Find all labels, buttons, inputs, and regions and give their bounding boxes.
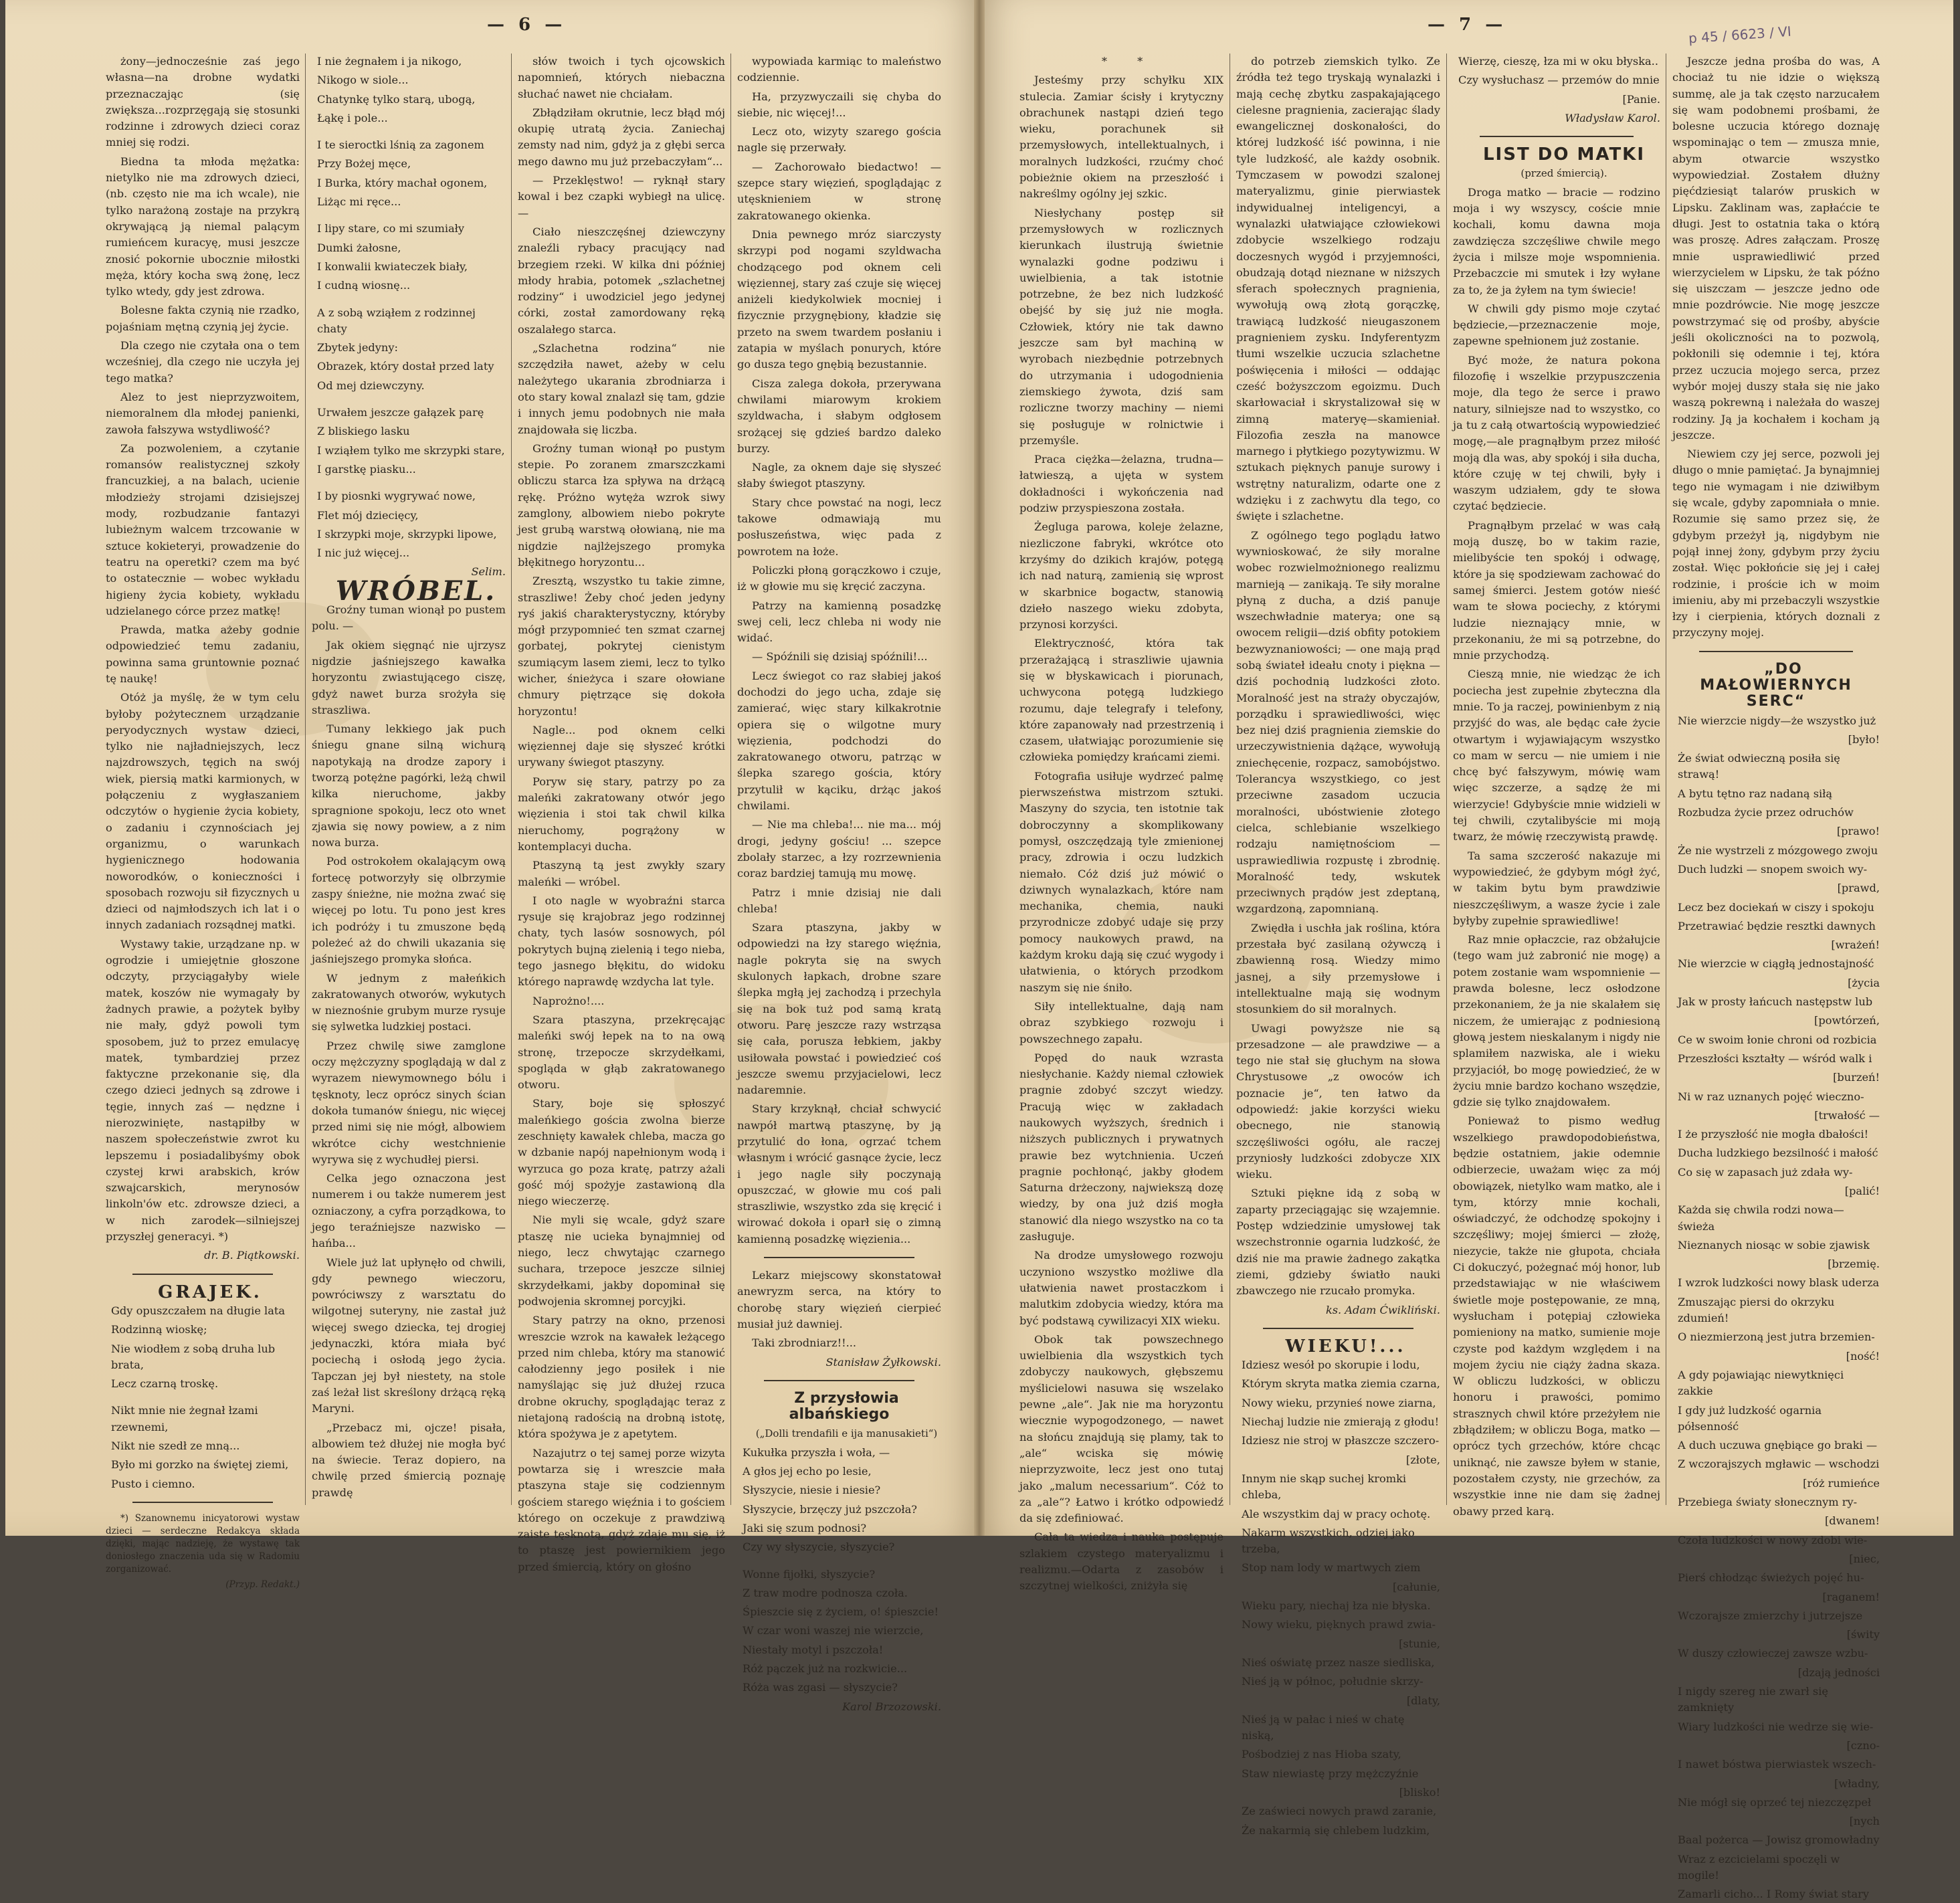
poem-line: [świty (1846, 1628, 1880, 1641)
poem-line: Nikt mnie nie żegnał łzami rzewnemi, (111, 1404, 258, 1433)
poem-line (312, 297, 506, 302)
paragraph: żony—jednocześnie zaś jego własna—na drobne wydatki przeznaczając (się zwiększa...rozprzęgają się stosunki rodzinne i zdrowych dzieci coraz mniej się rodzi. (106, 55, 300, 149)
poem-line: Którym skryta matka ziemia czarna, (1242, 1377, 1440, 1391)
section-divider (764, 1380, 914, 1381)
paragraph: Stary patrzy na okno, przenosi wreszcie wzrok na kawałek leżącego przed nim chleba, który ma stanowić całodzienny jego posiłek i nie namyślając się już dłużej rzuca drobne okruchy, spoglądając teraz z nietajoną radością na drobną istotę, która spożywa je z apetytem. (518, 1314, 725, 1441)
poem-line: Co się w zapasach już zdała wy- (1678, 1165, 1853, 1179)
paragraph: „Szlachetna rodzina“ nie szczędziła nawet, ażeby w celu należytego ukarania zbrodniarza i oto stary kowal znalazł się tam, gdzie i innych jemu podobnych nie mała znajdowała się liczba. (518, 342, 725, 436)
poem-line: [było! (1848, 732, 1880, 746)
poem-line: [ność! (1846, 1349, 1880, 1363)
poem-line: Że nakarmią się chlebem ludzkim, (1242, 1823, 1430, 1837)
paragraph: Stary chce powstać na nogi, lecz takowe odmawiają mu posłuszeństwa, więc pada z powrotem na łoże. (737, 496, 941, 558)
right-column-2 (1236, 54, 1440, 1837)
poem-line: Róż pączek już na rozkwicie... (743, 1662, 908, 1676)
poem-line: I konwalii kwiateczek biały, (317, 260, 468, 273)
paragraph: Bolesne fakta czynią nie rzadko, pojaśniam mętną czynią jej życie. (106, 304, 300, 333)
paragraph: Tumany lekkiego jak puch śniegu gnane silną wichurą napotykają na drodze zapory i tworzą potężne pagórki, leżą chwil kilka nieruchome, jakby spragnione spokoju, lecz oto wnet zjawia się nowy powiew, a z nim nowa burza. (312, 722, 506, 849)
poem-line: Z traw modre podnosza czoła. (743, 1586, 908, 1599)
paragraph: Ta sama szczerość nakazuje mi wypowiedzieć, że gdybym mógł żyć, w takim bytu bym prawdziwie nieszczęśliwym, a wasze życie i zale byłyby zupełnie sprawiedliwe! (1453, 849, 1660, 927)
poem-line: Innym nie skąp suchej kromki chleba, (1242, 1472, 1407, 1502)
poem-line: I Burka, który machał ogonem, (317, 176, 488, 189)
poem-line: O niezmierzoną jest jutra brzemien- (1678, 1330, 1875, 1344)
paragraph: — Spóźnili się dzisiaj spóźnili!... (752, 650, 928, 664)
poem-line: Ze zaświeci nowych prawd zaranie, (1242, 1805, 1437, 1818)
poem-line: Nikt nie szedł ze mną... (111, 1439, 240, 1453)
poem-line: [róż rumieńce (1803, 1476, 1880, 1490)
article-title-wieku: WIEKU!... (1285, 1336, 1406, 1357)
newspaper-spread (5, 0, 1953, 1901)
poem-line: I by piosnki wygrywać nowe, (317, 490, 476, 503)
poem-line: [czno- (1846, 1738, 1880, 1752)
paragraph: Zwiędła i uschła jak roślina, która przestała być zasilaną ożywczą i zbawienną rosą. Wiedzy mimo jasnej, a siły przemysłowe i intellektualne mają się wodnym stosunkiem do sił moralnych. (1236, 921, 1440, 1016)
paragraph: Uwagi powyższe nie są przesadzone — ale prawdziwe — a tego nie stał się głuchym na słowa Chrystusowe „z owoców ich poznacie je“, ten łatwo da odpowiedź: jakie korzyści wieku obecnego, nie stanowią szczęśliwości ogółu, ale raczej przyniosły ludzkości zdobycze XIX wieku. (1236, 1021, 1440, 1181)
poem-line: Wraz z ezcicielami spoczęli w mogile! (1678, 1852, 1840, 1882)
paragraph: Groźny tuman wionął po pustem polu. — (312, 603, 506, 633)
paragraph: Poryw się stary, patrzy po za maleńki zakratowany otwór jego więzienia i stoi tak chwil kilka nieruchomy, pogrążony w kontemplacyi ducha. (518, 775, 725, 853)
paragraph: Na drodze umysłowego rozwoju uczyniono wszystko możliwe dla ułatwienia nawet prostaczkom i malutkim zdobycia wiedzy, która ma być podstawą cywilizacyi XIX wieku. (1019, 1249, 1223, 1327)
right-column-1 (1019, 54, 1223, 1593)
paragraph: wypowiada karmiąc to maleństwo codziennie. (737, 55, 941, 84)
left-column-3 (518, 54, 725, 1573)
right-column-4 (1672, 54, 1880, 1901)
poem-line: [raganem! (1822, 1590, 1880, 1603)
paragraph: Otóż ja myślę, że w tym celu byłoby pożytecznem urządzanie peryodycznych wystaw dzieci, tylko nie najładniejszych, lecz najzdrowszych, tęgich na swój wiek, piersią matki karmionych, w połączeniu z wygłaszaniem odczytów o hygienie życia kobiety, o zadaniu i czynnościach jej organizmu, o warunkach hygienicznego hodowania noworodków, o konieczności i sposobach rozwoju sił fizycznych u dzieci od najmłodszych ich lat i o innych zadaniach rozsądnej matki. (106, 691, 300, 932)
poem-line: W czar woni waszej nie wierzcie, (743, 1624, 924, 1637)
article-subtitle: (przed śmiercią). (1521, 167, 1607, 180)
paragraph: Prawda, matka ażeby godnie odpowiedzieć temu zadaniu, powinna sama gruntownie poznać tę naukę! (106, 623, 300, 685)
poem-line: Nie wiodłem z sobą druha lub brata, (111, 1342, 276, 1371)
poem-line: Zamarli cicho... I Romy świat stary (1678, 1888, 1870, 1901)
paragraph: Wiele już lat upłynęło od chwili, gdy pewnego wieczoru, powróciwszy z warsztatu do wilgotnej suteryny, nie zastał już więcej swego dziecka, tej drogiej jedynaczki, która miała być pociechą i osłodą jego życia. Tapczan jej był niestety, na stole zaś leżał list skreślony drżącą ręką Maryni. (312, 1256, 506, 1415)
poem-line (312, 129, 506, 134)
poem-line: [niec, (1849, 1552, 1880, 1565)
poem-line: Wierzę, cieszę, łza mi w oku błyska.. (1458, 55, 1658, 68)
poem-line: W duszy człowieczej zawsze wzbu- (1678, 1647, 1868, 1660)
poem-line: [dlaty, (1406, 1694, 1440, 1707)
section-divider (1480, 136, 1634, 137)
poem-line: Nakarm wszystkich, odziej jako trzeba, (1242, 1526, 1415, 1556)
paragraph: Szara ptaszyna, jakby w odpowiedzi na łzy starego więźnia, nagle pokryta się na swych skulonych łapkach, drobne szare ślepka mgłą jej zachodzą i przechyla się na bok tuż pod samą kratą otworu. Parę jeszcze razy wstrząsa się cała, porusza łebkiem, jakby usiłowała powstać i powiedzieć coś jeszcze swemu przyjacielowi, lecz nadaremnie. (737, 921, 941, 1097)
paragraph: Niesłychany postęp sił przemysłowych w rozlicznych kierunkach ilustrują świetnie wynalazki godne podziwu i uwielbienia, a tak istotnie potrzebne, że bez nich ludzkość obejść by się już nie mogła. Człowiek, który nie tak dawno jeszcze sam był machiną w wyrobach niezbędnie potrzebnych do utrzymania i udogodnienia ziemskiego żywota, dziś sam rozliczne tworzy machiny — niemi się posługuje w rolnictwie i przemyśle. (1019, 206, 1223, 447)
paragraph: Fotografia usiłuje wydrzeć palmę pierwszeństwa mistrzom sztuki. Maszyny do szycia, ten istotnie tak dobroczynny a skomplikowany pomysł, oszczędzają tyle zmienionej pracy, zdrowia i oczu ludzkich niemało. Cóż dziś już mówić o dziwnych wynalazkach, które nam mechanika, chemia, nauki przyrodnicze zdobyć udaje się przy pomocy naukowych prawd, na każdym kroku dają się czuć wygody i ułatwienia, o których przodkom naszym się nie śniło. (1019, 769, 1223, 994)
paragraph: Być może, że natura pokona filozofię i wszelkie przypuszczenia moje, dla tego że serce i prawo natury, silniejsze nad to wszystko, co ja tu z całą otwartością wypowiedzieć mogę,—ale pragnąłbym przez miłość moją dla was, aby spokój i siła ducha, które czuję w tej chwili, były i waszym udziałem, gdy te słowa czytać będziecie. (1453, 353, 1660, 513)
poem-line: [władny, (1834, 1777, 1880, 1790)
column-rule (511, 54, 512, 1505)
paragraph: Żegluga parowa, koleje żelazne, niezliczone fabryki, wkrótce oto krzyśmy do dzikich krajów, potęgą ich nad naturą, zamienią się wprost w skarbnice bogactw, stanowią dzieło naszego wieku zdobyta, przynosi korzyści. (1019, 520, 1223, 631)
paragraph: Elektryczność, która tak przerażającą i straszliwie ujawnia się w błyskawicach i piorunach, uchwycona potęgą ludzkiego rozumu, daje telegrafy i telefony, które zapanowały nad przestrzenią i czasem, ułatwiając porozumienie się człowieka pomiędzy krańcami ziemi. (1019, 637, 1223, 764)
poem-line: Stop nam lody w martwych ziem (1242, 1561, 1421, 1575)
paragraph: Jeszcze jedna prośba do was, A chociaż tu nie idzie o większą summę, ale ja tak często narzucałem się wam podobnemi prośbami, że bolesne uczucia którego doznaję wspominając o tem — zmusza mnie, abym otwarcie wszystko wypowiedział. Zostałem dłużny pięćdziesiąt talarów pruskich w Lipsku. Zaklinam was, zapłaćcie te długi. Jest to ostatnia taka o którą was proszę. Adres załączam. Proszę mnie usprawiedliwić przed wierzycielem w Lipsku, że tak późno się uiszczam — jeszcze jedno ode mnie pozdrówcie. Nie mogę jeszcze powstrzymać się od prośby, abyście jeśli okoliczności na to pozwolą, pokłonili się odemnie i tej, która przez uczucia mojego serca, przez wybór mojej duszy stała się nie jako waszą pokrewną i należała do waszej rodziny. Ją ja kochałem i kocham ją jeszcze. (1672, 55, 1880, 441)
poem-line: [burzeń! (1833, 1071, 1880, 1084)
poem-signature: Karol Brzozowski. (842, 1700, 941, 1713)
paragraph: Z ogólnego tego poglądu łatwo wywnioskować, że siły moralne wobec rozwielmożnionego realizmu marnieją — zanikają. Te siły moralne płyną z ducha, a dziś panuje wszechwładnie materya; one są owocem religii—dziś obfity potokiem bezwyznaniowości; — one mają prąd sobą świateł ideału cnoty i piękna — dziś pochodnią ludzkości złoto. Moralność jest na straży obyczajów, porządku i sprawiedliwości, więc bez niej dziś pragnienia ziemskie do urzeczywistnienia dążące, wywołują zniechęcenie, rozpacz, samobójstwo. Tolerancya wszystkiego, co jest przeciwne zasadom uczucia moralności, ubóstwienie złotego cielca, schlebianie wszelkiego rodzaju namiętnościom — usprawiedliwia rozpustę i zbrodnię. Moralność tedy, wskutek przeciwnych prądów jest zdeptaną, wzgardzoną, zapomnianą. (1236, 528, 1440, 916)
paragraph: Pod ostrokołem okalającym ową fortecę potworzyły się olbrzymie zaspy śnieżne, nie można zwać się więcej po lotu. Tu pono jest kres ich podróży i tu zmuszone będą poleżeć aż do chwili ukazania się jaśniejszego promyka słońca. (312, 855, 506, 966)
poem-line: I garstkę piasku... (317, 462, 416, 476)
poem-line: Przebiega światy słonecznym ry- (1678, 1496, 1858, 1509)
poem-line: Obrazek, który dostał przed laty (317, 360, 494, 373)
poem-line: Pusto i ciemno. (111, 1477, 195, 1490)
footnote-signature: (Przyp. Redakt.) (225, 1579, 300, 1590)
paragraph: W chwili gdy pismo moje czytać będziecie,—przeznaczenie moje, zapewne spełnionem już zostanie. (1453, 302, 1660, 348)
poem-line: Niestały motyl i pszczoła! (743, 1643, 884, 1656)
poem-line: Łąkę i pole... (317, 111, 388, 124)
poem-line: [stunie, (1399, 1637, 1440, 1650)
paragraph: Szara ptaszyna, przekręcając maleńki swój łepek na to na ową stronę, trzepocze skrzydełkami, spogląda w głąb zakratowanego otworu. (518, 1013, 725, 1092)
paragraph: Sztuki piękne idą z sobą w zaparty przeciągając się wzajemnie. Postęp wdziedzinie umysłowej tak wszechstronnie ogarnia ludzkość, że dziś nie ma prawie żadnego zakątka ziemi, gdzieby światło nauki zbawczego nie rzucało promyka. (1236, 1187, 1440, 1298)
poem-line: A bytu tętno raz nadaną siłą (1678, 787, 1833, 800)
paragraph: Stary krzyknął, chciał schwycić nawpół martwą ptaszynę, by ją przytulić do łona, ogrzać tchem własnym i wrócić gasnące życie, lecz i jego nagle siły poczynają opuszczać, w głowie mu coś pali straszliwie, wszystko zda się kręcić i wirować dokoła i oparł się o zimną kamienną posadzkę więzienia... (737, 1102, 941, 1245)
page-number-right: — 7 — (1428, 15, 1507, 35)
paragraph: Popęd do nauk wzrasta niesłychanie. Każdy niemal człowiek pragnie zdobyć szczyt wiedzy. Pracują więc w zakładach naukowych wyższych, średnich i niższych publicznych i prywatnych prawie bez wytchnienia. Uczeń pragnie pochłonąć, jakby głodem Saturna drżeczony, najwiekszą dozę wiedzy, by ona już dziś mogła stanowić dla niego wszystko na co ta zasługuje. (1019, 1051, 1223, 1243)
poem-line: I nawet bóstwa pierwiastek wszech- (1678, 1758, 1876, 1771)
poem-line: [nych (1849, 1815, 1880, 1828)
section-divider (1699, 651, 1853, 652)
left-column-1 (106, 54, 300, 1590)
poem-line: Z wczorajszych mgławic — wschodzi (1678, 1458, 1880, 1471)
poem-line: Ducha ludzkiego bezsilność i małość (1678, 1146, 1878, 1160)
poem-line: Każda się chwila rodzi nowa—świeża (1678, 1203, 1844, 1233)
paragraph: Ciało nieszczęśnej dziewczyny znaleźli rybacy pracujący nad brzegiem rzeki. W kilka dni później młody hrabia, potomek „szlachetnej rodziny“ i uwodziciel jego jedynej córki, został zamordowany ręką oszalałego starca. (518, 225, 725, 336)
poem-line: Nie mógł się oprzeć tej niezczęzpeł (1678, 1795, 1872, 1809)
article-title-serc: „DO MAŁOWIERNYCH SERC“ (1700, 660, 1852, 710)
poem-line: I wzrok ludzkości nowy blask uderza (1678, 1276, 1880, 1290)
poem-line: I te sieroctki lśnią za zagonem (317, 138, 484, 152)
poem-line: Przeszłości kształty — wśród walk i (1678, 1051, 1872, 1065)
poem-line: I nie żegnałem i ja nikogo, (317, 55, 462, 68)
poem-line: Czy wysłuchasz — przemów do mnie (1458, 74, 1660, 87)
poem-line: [dwanem! (1824, 1514, 1880, 1528)
poem-line: Że świat odwieczną posiła się strawą! (1678, 752, 1840, 781)
paragraph: — Zachorowało biedactwo! — szepce stary więzień, spoglądając z utęsknieniem w stronę zakratowanego okienka. (737, 160, 941, 222)
column-rule (1446, 54, 1447, 1505)
poem-line: [trwałość — (1814, 1108, 1880, 1122)
paragraph: Zbłądziłam okrutnie, lecz błąd mój okupię utratą życia. Zaniechaj zemsty nad nim, gdyż ja z głębi serca mego dawno mu już przebaczyłam“... (518, 106, 725, 168)
paragraph: Raz mnie opłaczcie, raz obżałujcie (tego wam już zabronić nie mogę) a potem zostanie wam wspomnienie — prawda bolesne, lecz osłodzone przekonaniem, że ja nie skalałem się niczem, że umierając z podniesioną głową jestem nieskalanym i nigdy nie splamiłem nazwiska, ale i wieku przyjaciół, bo mogę powiedzieć, że w życiu mnie bardzo kochano wszędzie, gdzie się tylko znajdowałem. (1453, 933, 1660, 1109)
poem-line: Nie wierzcie w ciągłą jednostajność (1678, 957, 1874, 971)
poem-line: Staw niewiastę przy mężczyźnie (1242, 1767, 1419, 1780)
doctor-note: Lekarz miejscowy skonstatował anewryzm serca, na który to chorobę stary więzień cierpieć musiał już dawniej. (737, 1269, 941, 1330)
poem-line: Wieku pary, niechaj łza nie błyska. (1242, 1599, 1431, 1613)
paragraph: Dnia pewnego mróz siarczysty skrzypi pod nogami szyldwacha chodzącego pod oknem celi więziennej, stary zaś czuje się więcej aniżeli kiedykolwiek mocniej i fizycznie przygnębiony, kładzie się przeto na swem twardem posłaniu i zatapia w myślach ponurych, które go dusza tego gnębią bezustannie. (737, 227, 941, 371)
poem-line: Urwałem jeszcze gałązek parę (317, 406, 484, 419)
poem-line: Liżąc mi ręce... (317, 195, 401, 209)
poem-line: Wonne fijołki, słyszycie? (743, 1567, 876, 1581)
paragraph: Dla czego nie czytała ona o tem wcześniej, dla czego nie uczyła jej tego matka? (106, 339, 300, 385)
paragraph: — Nie ma chleba!... nie ma... mój drogi, jedyny gościu! ... szepce zbolały starzec, a łzy rozrzewnienia coraz bardziej tamują mu mowę. (737, 818, 941, 880)
poem-line: [całunie, (1392, 1580, 1440, 1593)
poem-line: I gdy już ludzkość ogarnia półsenność (1678, 1403, 1822, 1433)
poem-line: Idziesz nie stroj w płaszcze szczero- (1242, 1434, 1440, 1447)
paragraph: słów twoich i tych ojcowskich napomnień, których niebaczna słuchać nawet nie chciałam. (518, 55, 725, 100)
poem-line: I że przyszłość nie mogła dbałości! (1678, 1128, 1869, 1141)
paragraph: Przez chwilę siwe zamglone oczy mężczyzny spoglądają w dal z wyrazem niewymownego bólu i tęsknoty, lecz oprócz sinych ścian dokoła tumanów śniegu, nic więcej przed nimi się nie mógł, albowiem wkrótce cichy westchnienie wyrywa się z wychudłej piersi. (312, 1039, 506, 1166)
paragraph: Praca ciężka—żelazna, trudna—łatwieszą, a ujęta w system dokładności i wykończenia nad podziw przyspieszona została. (1019, 453, 1223, 515)
poem-line (312, 213, 506, 218)
poem-line: Śpieszcie się z życiem, o! śpieszcie! (743, 1605, 939, 1619)
poem-line: A gdy pojawiając niewytknięci zakkie (1678, 1368, 1844, 1398)
left-column-2 (312, 54, 506, 1505)
column-rule (730, 54, 731, 1505)
article-title-letter: LIST DO MATKI (1482, 144, 1646, 165)
poem-line: Lecz bez dociekań w ciszy i spokoju (1678, 900, 1874, 914)
paragraph: Nagle, za oknem daje się słyszeć słaby świegot ptaszyny. (737, 461, 941, 490)
poem-line: Zbytek jedyny: (317, 341, 398, 355)
poem-line: [prawd, (1837, 882, 1880, 895)
paragraph: Wystawy takie, urządzane np. w ogrodzie i umiejętnie głoszone odczyty, przyciągałyby wiele matek, koszów nie wymagały by żadnych prawie, a pożytek byłby nie mały, gdyż powoli tym sposobem, już to przez emulacyę matek, tymbardziej przez faktyczne przekonanie się, dla czego dzieci jednych są zdrowe i tęgie, innych zaś — nędzne i nierozwinięte, nastąpiłby w naszem społeczeństwie zwrot ku lepszemu i posiadalibyśmy obok czystej krwi arabskich, krów szwajcarskich, merynosów linkoln'ów etc. zdrowsze dzieci, a w nich zarodek—silniejszej przyszłej generacyi. *) (106, 937, 300, 1243)
author-signature: dr. B. Piątkowski. (204, 1249, 300, 1262)
poem-line (737, 1559, 941, 1564)
poem-line: [prawo! (1836, 825, 1880, 838)
poem-line (312, 397, 506, 402)
poem-line: Przetrawiać będzie resztki dawnych (1678, 919, 1876, 932)
left-page (5, 0, 979, 1713)
poem-line: Wiary ludzkości nie wedrze się wie- (1678, 1720, 1874, 1733)
poem-line: Idziesz wesół po skorupie i lodu, (1242, 1359, 1420, 1372)
footnote: *) Szanownemu inicyatorowi wystaw dzieci — serdeczne Redakcya składa dzięki, mając nadzieję, że wystawę tak doniosłego znaczenia uda się w Radomiu zorganizować. (106, 1512, 300, 1575)
paragraph: Nie myli się wcale, gdyż szare ptaszę nie ucieka bynajmniej od niego, lecz chwytając czarnego suchara, trzepoce jeszcze silniej skrzydełkami, jakby dopominał się podwojenia skromnej porcyjki. (518, 1213, 725, 1308)
poem-line: Ale wszystkim daj w pracy ochotę. (1242, 1507, 1431, 1520)
paragraph: W jednym z małeńkich zakratowanych otworów, wykutych w nieznośnie grubym murze rysuje się sylwetka ludzkiej postaci. (312, 971, 506, 1033)
paragraph: Zresztą, wszystko tu takie zimne, straszliwe! Żeby choć jeden jedyny ryś jakiś charakterystyczny, któryby mógł przypomnieć ten szmat czarnej gorbatej, pokrytej cienistym szumiącym lasem ziemi, lecz to tylko wicher, śnieżyca i szare ołowiane chmury piętrzące się dokoła horyzontu! (518, 575, 725, 718)
poem-line: Nie wierzcie nigdy—że wszystko już (1678, 714, 1876, 727)
section-divider (764, 1257, 914, 1258)
paragraph: Droga matko — bracie — rodzino moja i wy wszyscy, coście mnie kochali, komu dawna moja zawdzięcza szczęśliwe chwile mego życia i milsze moje wspomnienia. Przebaczcie mi smutek i łzy wyłane za to, że ja żyłem na tym świecie! (1453, 185, 1660, 296)
poem-line: Rodzinną wioskę; (111, 1323, 207, 1336)
article-subtitle: („Dolli trendafili e ija manusakieti“) (755, 1427, 938, 1440)
poem-line (312, 480, 506, 486)
paragraph: Za pozwoleniem, a czytanie romansów realistycznej szkoły francuzkiej, a na balach, ucienie młodzieży strojami dzisiejszej mody, rozbudzanie fantazyi lubieżnym walcem trzcowanie w sztuce kokieteryi, prowadzenie do teatru na operetki? czem ma być to ostatecznie — wobec wykładu higieny życia kobiety, wykładu udzielanego córce przez matkę! (106, 441, 300, 617)
poem-line: Flet mój dziecięcy, (317, 508, 419, 522)
paragraph: Ptaszyną tą jest zwykły szary maleńki — wróbel. (518, 859, 725, 888)
paragraph: Ponieważ to pismo według wszelkiego prawdopodobieństwa, będzie ostatniem, jakie odemnie odbierzecie, uważam więc za mój obowiązek, nietylko wam matko, ale i tym, którzy mnie kochali, oświadczyć, że odchodzę spokojny i szczęśliwy; mojej śmierci — złożę, niezycie, także nie głupota, chciała Ci dokuczyć, pożegnać mój honor, lub przedstawiając w nie właściwem świetle moje postępowanie, ze mną, wysłucham i potępiaj człowieka pomieniony na matko, sumienie moje czyste pod każdym względem i na mojem życiu nie ciąży żadna skaza. W obliczu ludzkości, w obliczu honoru i prawości, pomimo strasznych chwil które przeżyłem nie zbłądziłem; w obliczu Boga, matko — oprócz tych grzechów, które chcąc uniknąć, nie zawsze byłem w stanie, pozostałem czysty, nie grzechów, za wszystkie inne nie dam się żadnej obawy przed karą. (1453, 1114, 1660, 1518)
poem-line: Nowy wieku, przynieś nowe ziarna, (1242, 1396, 1436, 1409)
poem-line: Nieś ją w pałac i nieś w chatę niską, (1242, 1712, 1405, 1742)
poem-line: Jaki się szum podnosi? (743, 1521, 867, 1534)
section-stars: * * (1101, 55, 1157, 68)
paragraph: Siły intellektualne, dają nam obraz szybkiego rozwoju i powszechnego zapału. (1019, 999, 1223, 1045)
poem-line: Róża was zgasi — słyszycie? (743, 1681, 898, 1694)
paragraph: Naprożno!.... (532, 994, 605, 1007)
author-signature: Stanisław Żyłkowski. (825, 1355, 941, 1369)
poem-line: Z bliskiego lasku (317, 425, 410, 438)
poem-signature: Selim. (471, 565, 506, 579)
poem-line: Przy Bożej męce, (317, 157, 411, 171)
paragraph: Ha, przyzwyczaili się chyba do siebie, nic więcej!... (737, 90, 941, 119)
paragraph: I oto nagle w wyobraźni starca rysuje się krajobraz jego rodzinnej chaty, tych lasów sosnowych, pól pokrytych bujną zielenią i tego nieba, tego jasnego błękitu, do widoku którego naprawdę wzdycha lat tyle. (518, 894, 725, 989)
paragraph: Policzki płoną gorączkowo i czuje, iż w głowie mu się kręcić zaczyna. (737, 563, 941, 593)
paragraph: Nazajutrz o tej samej porze wizyta powtarza się i wreszcie mała ptaszyna staje się codziennym gościem starego więźnia i to gościem którego on oczekuje z prawdziwą zaiste tęsknotą, gdyż zdaje mu się, iż to ptaszę jest powiernikiem jego przed śmiercią, który on głośno (518, 1446, 725, 1573)
article-title-proverb: Z przysłowia albańskiego (789, 1389, 899, 1423)
paragraph: Stary, boje się spłoszyć maleńkiego gościa zwolna bierze zeschnięty kawałek chleba, macza go w dzbanie napój napełnionym wodą i wyrzuca go poza kratę, patrzy ażali gość mój spożyje zastawioną dla niego wieczerzę. (518, 1097, 725, 1208)
poem-line: Wczorajsze zmierzchy i jutrzejsze (1678, 1609, 1863, 1622)
paragraph: Lecz świegot co raz słabiej jakoś dochodzi do jego ucha, zdaje się zamierać, więc stary kilkakrotnie opiera się o wilgotne mury więzienia, podchodzi do zakratowanego otworu, patrząc w ślepka szarego gościa, który przytulił w kąciku, drżąc jakoś chwilami. (737, 669, 941, 813)
poem-line: Czy wy słyszycie, słyszycie? (743, 1540, 895, 1554)
poem-line: Chatynkę tylko starą, ubogą, (317, 92, 476, 106)
paragraph: Jak okiem sięgnąć nie ujrzysz nigdzie jaśniejszego kawałka horyzontu zwiastującego ciszę, gdyż nawet burza srożyła się straszliwa. (312, 638, 506, 716)
paragraph: Alez to jest nieprzyzwoitem, niemoralnem dla młodej panienki, zawoła fałszywa wstydliwość? (106, 390, 300, 436)
poem-line: Rozbudza życie przez odruchów (1678, 806, 1854, 819)
paragraph: Lecz oto, wizyty szarego gościa nagle się przerwały. (737, 125, 941, 155)
paragraph: Pragnąłbym przelać w was całą moją duszę, bo w takim razie, mielibyście ten spokój i odwagę, które ja się spodziewam zachować do samej śmierci. Jestem gotów nieść wam te słowa pociechy, z którymi ludzie nieznający mnie, w przekonaniu, że mi są potrzebne, do mnie przychodzą. (1453, 518, 1660, 662)
right-column-3 (1453, 54, 1660, 1518)
poem-line: Nowy wieku, pięknych prawd zwia- (1242, 1618, 1436, 1631)
paragraph: Biedna ta młoda mężatka: nietylko nie ma zdrowych dzieci, (nb. często nie ma ich wcale), nie tylko narażoną zostaje na przykrą okrywającą ją niemal palącym rumieńcem kuracyę, musi jeszcze znosić pokornie ubocznie miłostki męża, który kocha swą żonę, lecz tylko wtedy, gdy jest zdrowa. (106, 155, 300, 298)
poem-line: Baal pożerca — Jowisz gromowładny (1678, 1833, 1880, 1847)
page-number-left: — 6 — (487, 15, 567, 35)
poem-line: [wrażeń! (1831, 938, 1880, 952)
binding-gutter (974, 0, 985, 1536)
poem-line: Nieznanych niosąc w sobie zjawisk (1678, 1238, 1870, 1251)
poem-line: Od mej dziewczyny. (317, 379, 425, 392)
paragraph: Nagle... pod oknem celki więziennej daje się słyszeć krótki urywany świegot ptaszyny. (518, 723, 725, 769)
poem-line: Słyszycie, brzęczy już pszczoła? (743, 1502, 917, 1516)
poem-line: [blisko! (1399, 1785, 1440, 1799)
paragraph: Cieszą mnie, nie wiedząc że ich pociecha jest zupełnie zbyteczna dla mnie. To ja raczej, powinienbym z nią przyjść do was, ale będąc całe życie otwartym i wyjawiającym wszystko co mam w sercu — nie umiem i nie chcę być fałszywym, mówię wam więc szczerze, a sądzę że mi wierzycie! Gdybyście mnie widzieli w tej chwili, czytalibyście mi moją twarz, że mówię rzeczywistą prawdę. (1453, 668, 1660, 843)
poem-line: [dzają jedności (1797, 1666, 1880, 1679)
poem-line: I lipy stare, co mi szumiały (317, 222, 465, 235)
poem-line (106, 1395, 300, 1400)
author-signature: ks. Adam Ćwikliński. (1325, 1303, 1440, 1316)
poem-line: Czoła ludzkości w nowy zdobi wie- (1678, 1533, 1868, 1546)
left-column-4 (737, 54, 941, 1713)
poem-line: Lecz czarną troskę. (111, 1377, 219, 1391)
poem-line: Słyszycie, niesie i niesie? (743, 1484, 881, 1497)
paragraph: Patrzy na kamienną posadzkę swej celi, lecz chleba ni wody nie widać. (737, 599, 941, 645)
poem-line: Niechaj ludzie nie zmierają z głodu! (1242, 1415, 1440, 1429)
paragraph: Jesteśmy przy schyłku XIX stulecia. Zamiar ścisły i krytyczny obrachunek nastąpi dzień tego wieku, porachunek sił przemysłowych, intellektualnych, i moralnych ludzkości, rzućmy choć pobieżnie okiem na przeszłość i nakreślmy ogólny jej szkic. (1019, 74, 1223, 201)
poem-line: A z sobą wziąłem z rodzinnej chaty (317, 306, 476, 335)
poem-line: [życia (1848, 976, 1880, 989)
paragraph: — Przeklęstwo! — ryknął stary kowal i bez czapki wybiegł na ulicę. — (518, 174, 725, 219)
article-title-grajek: GRAJEK. (158, 1282, 262, 1302)
paragraph: Celka jego oznaczona jest numerem i ou także numerem jest ozniaczony, a cyfra porządkowa, to jego teraźniejsze nazwisko — hańba... (312, 1172, 506, 1250)
poem-line: Było mi gorzko na świętej ziemi, (111, 1458, 289, 1472)
poem-line: [brzemię. (1828, 1258, 1880, 1271)
paragraph: Patrz i mnie dzisiaj nie dali chleba! (737, 886, 941, 915)
article-title-wrobel: WRÓBEL. (335, 575, 497, 607)
poem-line: Nieś ją w północ, południe skrzy- (1242, 1675, 1424, 1688)
paragraph: Groźny tuman wionął po pustym stepie. Po zoranem zmarszczkami obliczu starca łza spływa na drżącą rękę. Próżno wytęża wzrok siwy zamglony, albowiem niebo pokryte jest grubą warstwą ołowianą, nie ma nigdzie najlżejszego promyka błękitnego horyzontu... (518, 441, 725, 569)
poem-line: A głos jej echo po lesie, (743, 1465, 872, 1478)
column-rule (305, 54, 306, 1505)
poem-line: I wziąłem tylko me skrzypki stare, (317, 443, 505, 457)
poem-line: Ni w raz uznanych pojęć wieczno- (1678, 1090, 1864, 1103)
poem-signature: Władysław Karol. (1565, 111, 1660, 124)
poem-line: [powtórzeń, (1814, 1014, 1880, 1027)
poem-line: Zmuszając piersi do okrzyku zdumień! (1678, 1295, 1835, 1325)
poem-line: Gdy opuszczałem na długie lata (111, 1304, 286, 1317)
section-divider (132, 1274, 273, 1275)
poem-line: Pierś chłodząc świeżych pojęć hu- (1678, 1571, 1864, 1585)
archive-handwritten-mark: p 45 / 6623 / VI (1688, 23, 1792, 47)
poem-line: Dumki żałosne, (317, 241, 401, 254)
poem-line: I nic już więcej... (317, 546, 410, 560)
paragraph: „Przebacz mi, ojcze! pisała, albowiem też dłużej nie mogła być na świecie. Teraz dopiero, na chwilę przed śmiercią poznaję prawdę (312, 1421, 506, 1499)
section-divider (1263, 1328, 1413, 1329)
poem-line: I skrzypki moje, skrzypki lipowe, (317, 527, 497, 540)
doctor-note-2: Taki zbrodniarz!!... (752, 1336, 857, 1350)
poem-line: A duch uczuwa gnębiące go braki — (1678, 1439, 1878, 1452)
poem-line: I nigdy szereg nie zwarł się zamknięty (1678, 1685, 1828, 1714)
poem-line: Nieś oświatę przez nasze siedliska, (1242, 1656, 1435, 1669)
right-page (979, 0, 1953, 1901)
poem-line: Kukułka przyszła i woła, — (743, 1445, 890, 1459)
poem-line: [palić! (1844, 1185, 1880, 1197)
paragraph: Cała ta wiedza i nauka postępuje szlakiem czystego materyalizmu i realizmu.—Odarta z zasobów i szczytnej wielkości, zniżyła się (1019, 1530, 1223, 1593)
poem-line: Nikogo w siole... (317, 74, 409, 87)
poem-line: Jak w prosty łańcuch następstw lub (1678, 995, 1873, 1009)
poem-line: Pośbodziej z nas Hioba szaty, (1242, 1748, 1401, 1761)
poem-line: Ce w swoim łonie chroni od rozbicia (1678, 1033, 1877, 1046)
paragraph: Obok tak powszechnego uwielbienia dla wszystkich tych zdobyczy naukowych, głębszemu myślicielowi nasuwa się wszelako pewne „ale“. Jak nie ma horyzontu wiecznie wypogodzonego, — nawet na słońcu znajdują się plamy, tak to „ale“ wciska się mówię nieprzyzwoite, lecz jest ono tutaj jako „malum necessarium“. Cóż to za „ale“? Łatwo i krótko odpowiedź da się zdefiniować. (1019, 1332, 1223, 1525)
poem-line: I cudną wiosnę... (317, 279, 411, 292)
poem-line: [złote, (1405, 1453, 1440, 1466)
poem-line: Że nie wystrzeli z mózgowego zwoju (1678, 843, 1878, 857)
paragraph: Cisza zalega dokoła, przerywana chwilami miarowym krokiem szyldwacha, i słabym odgłosem srożącej się gdzieś bardzo daleko burzy. (737, 377, 941, 455)
paragraph: do potrzeb ziemskich tylko. Ze źródła też tego tryskają wynalazki i mają cechę zbytku zaspakajającego cielesne pragnienia, zacierając ślady ewangelicznej doskonałości, do której ludzkość iść powinna, i nie tyle ludzkość, ale każdy osobnik. Tymczasem w powodzi szalonej materyalizmu, ginie pierwiastek indywidualnej inteligencyi, a wynalazki ułatwiające człowiekowi zdobycie wszelkiego rodzaju doczesnych wygód i przyjemności, obudzają dotąd nieznane w niższych sferach społecznych pragnienia, wywołują ową złotą gorączkę, trawiącą ludzkość nieugaszonem pragnieniem zysku. Indyferentyzm tłumi wszelkie uczucia szlachetne poświęcenia i miłości — oddając cześć bożyszczom egoizmu. Duch skarłowaciał i skrystalizował się w zimną materyę—skamieniał. Filozofia zeszła na manowce marnego i płytkiego pozytywizmu. W sztukach pięknych panuje surowy i wstrętny naturalizm, odarte one z wdzięku i z zachwytu dla tego, co święte i szlachetne. (1236, 55, 1440, 523)
poem-line: [Panie. (1622, 92, 1660, 106)
paragraph: Niewiem czy jej serce, pozwoli jej długo o mnie pamiętać. Ja bynajmniej tego nie wymagam i nie dziwiłbym się wcale, gdyby zapomniała o mnie. Rozumie się samo przez się, że gdybym przeżył ją, nigdybym nie pojął innej żony, gdybym przy życiu został. Więc pokłońcie się jej i całej rodzinie, i proście ich w moim imieniu, aby mi przebaczyli wszystkie łzy i cierpienia, których doznali z przyczyny mojej. (1672, 447, 1880, 639)
footnote-divider (132, 1502, 273, 1503)
poem-line: Duch ludzki — snopem swoich wy- (1678, 862, 1868, 876)
